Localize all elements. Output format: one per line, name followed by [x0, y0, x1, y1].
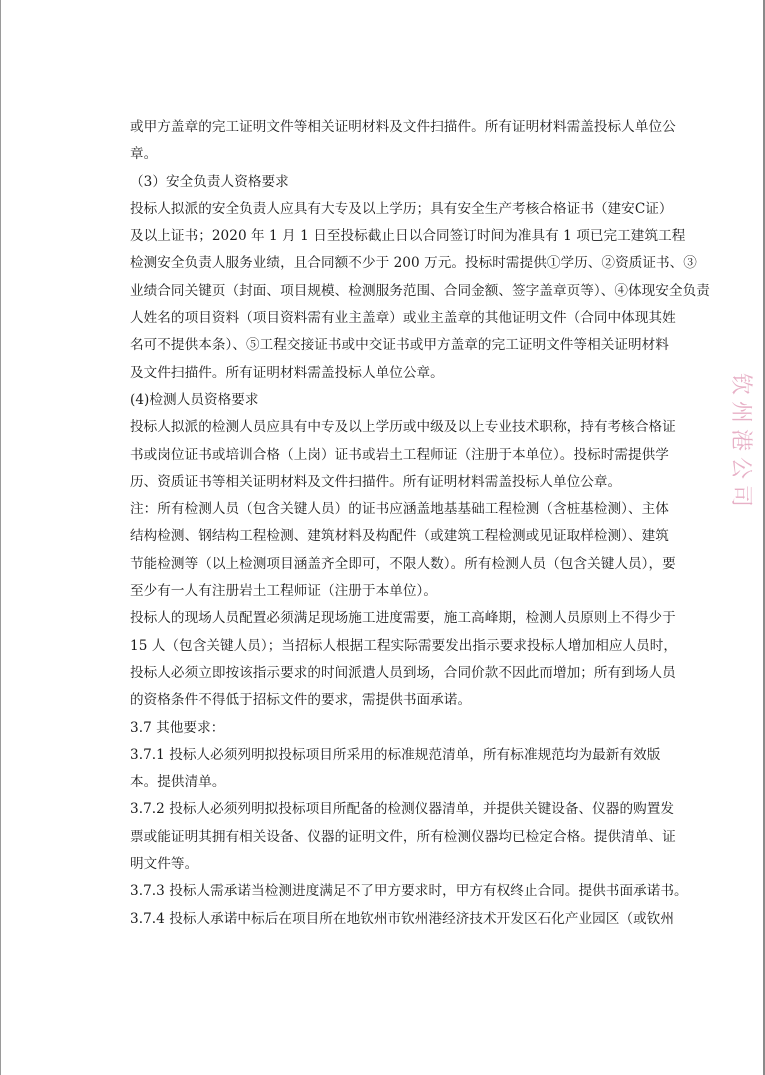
text-line: 投标人必须立即按该指示要求的时间派遣人员到场，合同价款不因此而增加；所有到场人员	[130, 664, 676, 681]
text-line: 书或岗位证书或培训合格（上岗）证书或岩土工程师证（注册于本单位）。投标时需提供学	[130, 446, 669, 463]
watermark-char: 州	[728, 400, 753, 423]
text-line: （3）安全负责人资格要求	[130, 173, 289, 190]
watermark-char: 钦	[728, 372, 753, 395]
text-line: 名可不提供本条）、⑤工程交接证书或中交证书或甲方盖章的完工证明文件等相关证明材料	[130, 337, 669, 354]
text-line: 注：所有检测人员（包含关键人员）的证书应涵盖地基基础工程检测（含桩基检测）、主体	[130, 501, 669, 518]
text-line: 章。	[130, 146, 158, 163]
text-line: 业绩合同关键页（封面、项目规模、检测服务范围、合同金额、签字盖章页等）、④体现安全负责	[130, 282, 710, 299]
text-line: 本。提供清单。	[130, 774, 226, 791]
text-line: 及文件扫描件。所有证明材料需盖投标人单位公章。	[130, 364, 444, 381]
text-line: 投标人的现场人员配置必须满足现场施工进度需要，施工高峰期，检测人员原则上不得少于	[130, 610, 676, 627]
text-line: 投标人拟派的检测人员应具有中专及以上学历或中级及以上专业技术职称，持有考核合格证	[130, 419, 676, 436]
text-line: 3.7.3 投标人需承诺当检测进度满足不了甲方要求时，甲方有权终止合同。提供书面承诺书。	[130, 883, 688, 900]
watermark-char: 公	[728, 456, 753, 479]
text-line: 的资格条件不得低于招标文件的要求，需提供书面承诺。	[130, 692, 472, 709]
document-body	[130, 114, 710, 933]
text-line: 3.7.2 投标人必须列明拟投标项目所配备的检测仪器清单，并提供关键设备、仪器的购置发	[130, 801, 675, 818]
text-line: 3.7 其他要求：	[130, 719, 225, 736]
text-line: 投标人拟派的安全负责人应具有大专及以上学历；具有安全生产考核合格证书（建安C证）	[130, 200, 673, 217]
watermark-char: 司	[728, 484, 753, 507]
text-line: 票或能证明其拥有相关设备、仪器的证明文件，所有检测仪器均已检定合格。提供清单、证	[130, 828, 676, 845]
watermark-char: 港	[728, 428, 753, 451]
text-line: 3.7.1 投标人必须列明拟投标项目所采用的标准规范清单，所有标准规范均为最新有效版	[130, 746, 661, 763]
text-line: 历、资质证书等相关证明材料及文件扫描件。所有证明材料需盖投标人单位公章。	[130, 473, 622, 490]
text-line: 3.7.4 投标人承诺中标后在项目所在地钦州市钦州港经济技术开发区石化产业园区（或钦州	[130, 910, 675, 927]
text-line: 15 人（包含关键人员）；当招标人根据工程实际需要发出指示要求投标人增加相应人员时，	[130, 637, 678, 654]
text-line: 明文件等。	[130, 856, 199, 873]
text-line: 或甲方盖章的完工证明文件等相关证明材料及文件扫描件。所有证明材料需盖投标人单位公	[130, 119, 676, 135]
text-line: (4)检测人员资格要求	[130, 391, 259, 408]
text-line: 至少有一人有注册岩土工程师证（注册于本单位）。	[130, 583, 438, 600]
text-line: 检测安全负责人服务业绩，且合同额不少于 200 万元。投标时需提供①学历、②资质证书、③	[130, 255, 697, 272]
text-line: 节能检测等（以上检测项目涵盖齐全即可，不限人数）。所有检测人员（包含关键人员），要	[130, 555, 676, 572]
stamp-watermark	[728, 372, 765, 522]
text-line: 及以上证书；2020 年 1 月 1 日至投标截止日以合同签订时间为准具有 1 项已完工建筑工程	[130, 228, 686, 245]
text-line: 结构检测、钢结构工程检测、建筑材料及构配件（或建筑工程检测或见证取样检测）、建筑	[130, 528, 669, 545]
text-line: 人姓名的项目资料（项目资料需有业主盖章）或业主盖章的其他证明文件（合同中体现其姓	[130, 310, 676, 327]
page-left-border	[0, 0, 1, 1075]
